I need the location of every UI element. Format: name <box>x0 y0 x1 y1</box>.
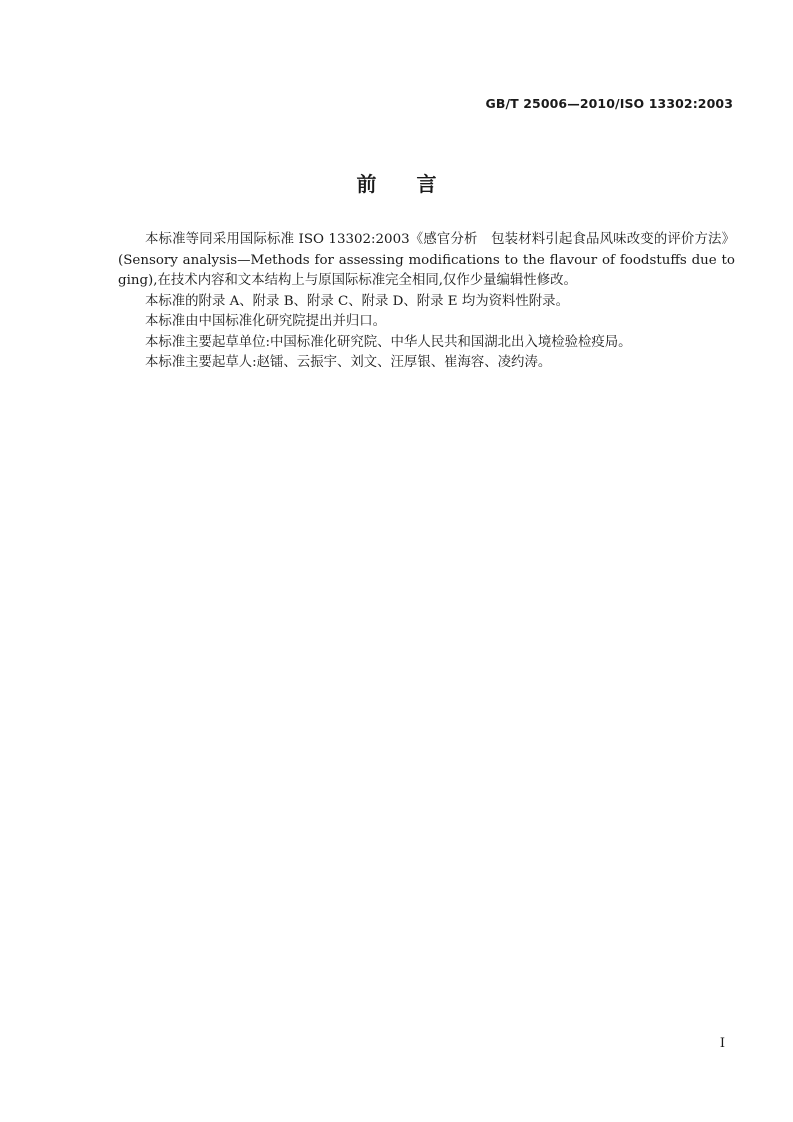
paragraph-adoption-line-2: (Sensory analysis—Methods for assessing modifications to the flavour of foodstuffs due to <box>118 252 735 268</box>
paragraph-proposer: 本标准由中国标准化研究院提出并归口。 <box>145 314 387 329</box>
paragraph-adoption-line-3: ging),在技术内容和文本结构上与原国际标准完全相同,仅作少量编辑性修改。 <box>118 273 577 288</box>
paragraph-adoption-line-1: 本标准等同采用国际标准 ISO 13302:2003《感官分析 包装材料引起食品风味改变的评价方法》 <box>145 232 735 247</box>
foreword-body <box>118 230 735 374</box>
page-title: 前 言 <box>356 172 437 196</box>
paragraph-annexes: 本标准的附录 A、附录 B、附录 C、附录 D、附录 E 均为资料性附录。 <box>145 293 569 309</box>
paragraph-drafters: 本标准主要起草人:赵镭、云振宇、刘文、汪厚银、崔海容、凌约涛。 <box>145 355 552 370</box>
page-number: I <box>719 1036 725 1051</box>
standard-code-header: GB/T 25006—2010/ISO 13302:2003 <box>485 96 733 111</box>
paragraph-drafting-organizations: 本标准主要起草单位:中国标准化研究院、中华人民共和国湖北出入境检验检疫局。 <box>145 334 632 350</box>
